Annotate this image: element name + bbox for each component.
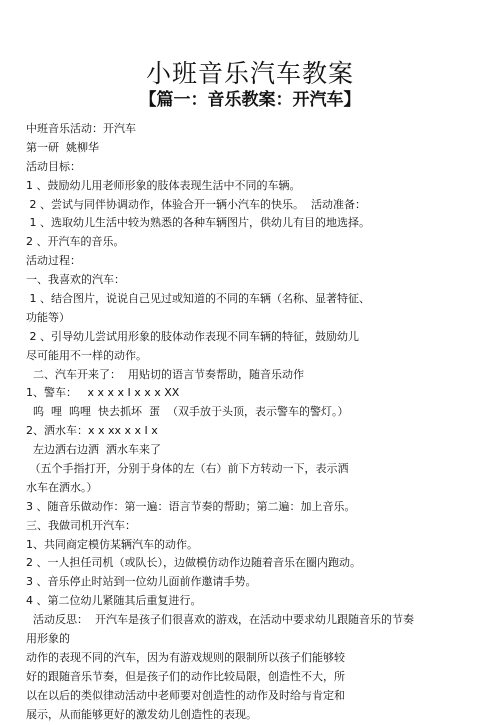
text-line: 功能等）	[26, 310, 70, 324]
text-line: 第一研 姚柳华	[26, 140, 99, 154]
text-line: 2 、开汽车的音乐。	[26, 235, 125, 249]
text-line: 活动反思： 开汽车是孩子们很喜欢的游戏，在活动中要求幼儿跟随音乐的节奏	[26, 613, 414, 627]
text-line: 尽可能用不一样的动作。	[26, 348, 147, 362]
text-line: 1 、选取幼儿生活中较为熟悉的各种车辆图片，供幼儿有目的地选择。	[26, 216, 370, 230]
text-line: 4 、第二位幼儿紧随其后重复进行。	[26, 594, 202, 608]
text-line: 好的跟随音乐节奏，但是孩子们的动作比较局限，创造性不大，所	[26, 669, 345, 683]
text-line: 二、汽车开来了： 用贴切的语言节奏帮助，随音乐动作	[26, 367, 304, 381]
text-line: 1 、结合图片，说说自己见过或知道的不同的车辆（名称、显著特征、	[26, 292, 370, 306]
text-line: 动作的表现不同的汽车，因为有游戏规则的限制所以孩子们能够较	[26, 650, 345, 664]
text-line: 水车在洒水。）	[26, 480, 98, 494]
text-line: 2 、一人担任司机（或队长），边做模仿动作边随着音乐在圈内跑动。	[26, 556, 361, 570]
text-line: 活动过程：	[26, 254, 81, 268]
text-line: 活动目标：	[26, 159, 81, 173]
text-line: 三、我做司机开汽车：	[26, 518, 136, 532]
text-line: 用形象的	[26, 632, 70, 646]
text-line: 呜 哩 呜哩 快去抓坏 蛋 （双手放于头顶，表示警车的警灯。）	[26, 405, 349, 419]
text-line: 2、洒水车：x x xx x x I x	[26, 424, 158, 438]
text-line: 1 、鼓励幼儿用老师形象的肢体表现生活中不同的车辆。	[26, 178, 301, 192]
text-line: 左边洒右边洒 洒水车来了	[26, 443, 161, 457]
text-line: 1、警车： x x x x I x x x XX	[26, 386, 180, 400]
text-line: 以在以后的类似律动活动中老师要对创造性的动作及时给与肯定和	[26, 688, 345, 702]
text-line: 2 、尝试与同伴协调动作，体验合开一辆小汽车的快乐。 活动准备：	[26, 197, 366, 211]
page-subtitle: 【篇一：音乐教案：开汽车】	[139, 90, 361, 110]
text-line: 2 、引导幼儿尝试用形象的肢体动作表现不同车辆的特征，鼓励幼儿	[26, 329, 359, 343]
page-title: 小班音乐汽车教案	[145, 59, 354, 88]
document-body	[26, 120, 486, 725]
text-line: 3 、随音乐做动作：第一遍：语言节奏的帮助；第二遍：加上音乐。	[26, 499, 356, 513]
text-line: 3 、音乐停止时站到一位幼儿面前作邀请手势。	[26, 575, 257, 589]
text-line: 1、共同商定模仿某辆汽车的动作。	[26, 537, 198, 551]
text-line: 中班音乐活动：开汽车	[26, 122, 136, 135]
text-line: 展示，从而能够更好的激发幼儿创造性的表现。	[26, 707, 257, 721]
text-line: 一、我喜欢的汽车：	[26, 273, 125, 287]
text-line: （五个手指打开，分别于身体的左（右）前下方转动一下，表示洒	[26, 462, 349, 476]
